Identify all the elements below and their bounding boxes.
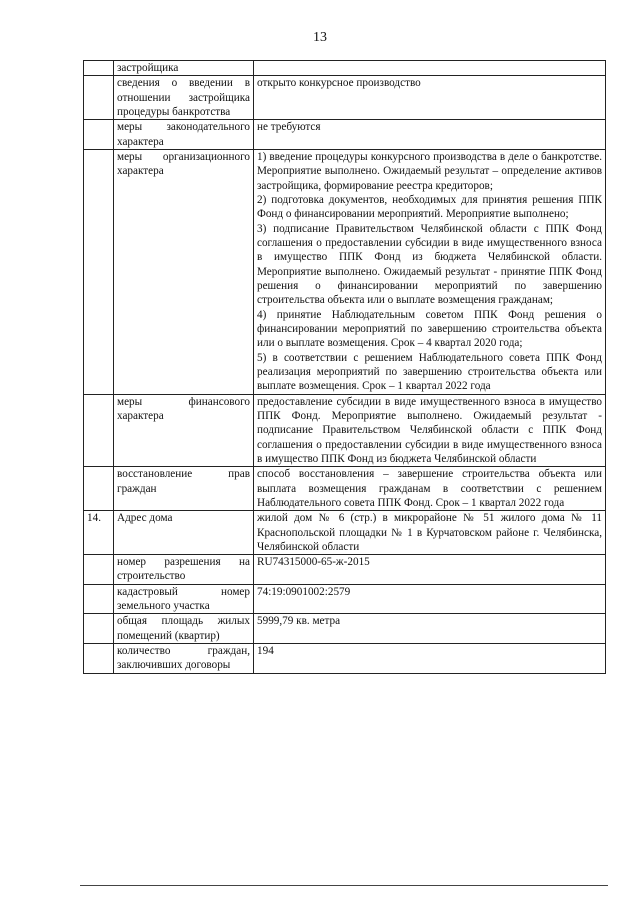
value-paragraph: 194	[257, 645, 274, 658]
row-number	[84, 584, 114, 614]
value-paragraph: жилой дом № 6 (стр.) в микрорайоне № 51 жилого дома № 11 Краснопольской площадки № 1 в Курчатовском районе г. Челябинска, Челябинской области	[257, 512, 602, 553]
table-row	[84, 511, 606, 555]
row-number: 14.	[84, 511, 114, 555]
row-number	[84, 61, 114, 76]
row-number	[84, 149, 114, 394]
row-value	[254, 467, 606, 511]
table-row	[84, 120, 606, 150]
row-number	[84, 394, 114, 467]
table-row	[84, 149, 606, 394]
row-number	[84, 76, 114, 120]
row-number	[84, 467, 114, 511]
row-value	[254, 644, 606, 674]
value-paragraph: 1) введение процедуры конкурсного производства в деле о банкротстве. Мероприятие выполнено. Ожидаемый результат – определение активов застройщика, формирование реестра кредиторов;	[257, 150, 602, 192]
row-value	[254, 584, 606, 614]
table-row	[84, 614, 606, 644]
row-value	[254, 120, 606, 150]
value-paragraph: RU74315000-65-ж-2015	[257, 556, 370, 569]
row-label: Адрес дома	[114, 511, 254, 555]
value-paragraph: способ восстановления – завершение строительства объекта или выплата возмещения гражданам в соответствии с решением Наблюдательного совета ППК Фонд. Срок – 1 квартал 2022 года	[257, 468, 602, 509]
row-label: кадастровый номер земельного участка	[114, 584, 254, 614]
value-paragraph: 3) подписание Правительством Челябинской области с ППК Фонд соглашения о предоставлении субсидии в виде имущественного взноса в имущество ППК Фонд из бюджета Челябинской области. Мероприятие выполнено. Ожидаемый результат - принятие ППК Фонд решения о финансировании мероприятий по завершению строительства объекта или о выплате возмещения гражданам;	[257, 222, 602, 307]
value-paragraph: 5) в соответствии с решением Наблюдательного совета ППК Фонд реализация мероприятий по завершению строительства объекта или выплате возмещения. Срок – 1 квартал 2022 года	[257, 351, 602, 393]
row-label: меры законодательного характера	[114, 120, 254, 150]
row-label: меры финансового характера	[114, 394, 254, 467]
table-row	[84, 644, 606, 674]
row-label: количество граждан, заключивших договоры	[114, 644, 254, 674]
row-number	[84, 614, 114, 644]
value-paragraph: 5999,79 кв. метра	[257, 615, 341, 628]
value-paragraph: предоставление субсидии в виде имущественного взноса в имущество ППК Фонд. Мероприятие выполнено. Ожидаемый результат - подписание Правительством Челябинской области с ППК Фонд соглашения о предоставлении субсидии в виде имущественного взноса в имущество ППК Фонд из бюджета Челябинской области	[257, 395, 602, 465]
row-value	[254, 394, 606, 467]
bottom-divider	[80, 885, 608, 886]
row-value	[254, 61, 606, 76]
row-value	[254, 511, 606, 555]
value-paragraph: 74:19:0901002:2579	[257, 585, 351, 598]
row-label: общая площадь жилых помещений (квартир)	[114, 614, 254, 644]
row-value	[254, 149, 606, 394]
value-paragraph: не требуются	[257, 121, 321, 134]
page-number: 13	[313, 30, 327, 45]
row-number	[84, 120, 114, 150]
row-value	[254, 614, 606, 644]
table-row	[84, 76, 606, 120]
row-value	[254, 76, 606, 120]
row-label: застройщика	[114, 61, 254, 76]
row-number	[84, 644, 114, 674]
value-paragraph: 4) принятие Наблюдательным советом ППК Фонд решения о финансировании мероприятий по завершению строительства объекта или о выплате возмещения. Срок – 4 квартал 2020 года;	[257, 308, 602, 350]
row-value	[254, 555, 606, 585]
project-table	[83, 60, 606, 674]
row-label: номер разрешения на строительство	[114, 555, 254, 585]
table-row	[84, 61, 606, 76]
table-row	[84, 584, 606, 614]
table-row	[84, 467, 606, 511]
row-label: сведения о введении в отношении застройщика процедуры банкротства	[114, 76, 254, 120]
value-paragraph: 2) подготовка документов, необходимых для принятия решения ППК Фонд о финансировании мероприятий. Мероприятие выполнено;	[257, 193, 602, 221]
table-row	[84, 555, 606, 585]
table-row	[84, 394, 606, 467]
row-label: восстановление прав граждан	[114, 467, 254, 511]
row-number	[84, 555, 114, 585]
value-paragraph: открыто конкурсное производство	[257, 77, 421, 90]
row-label: меры организационного характера	[114, 149, 254, 394]
